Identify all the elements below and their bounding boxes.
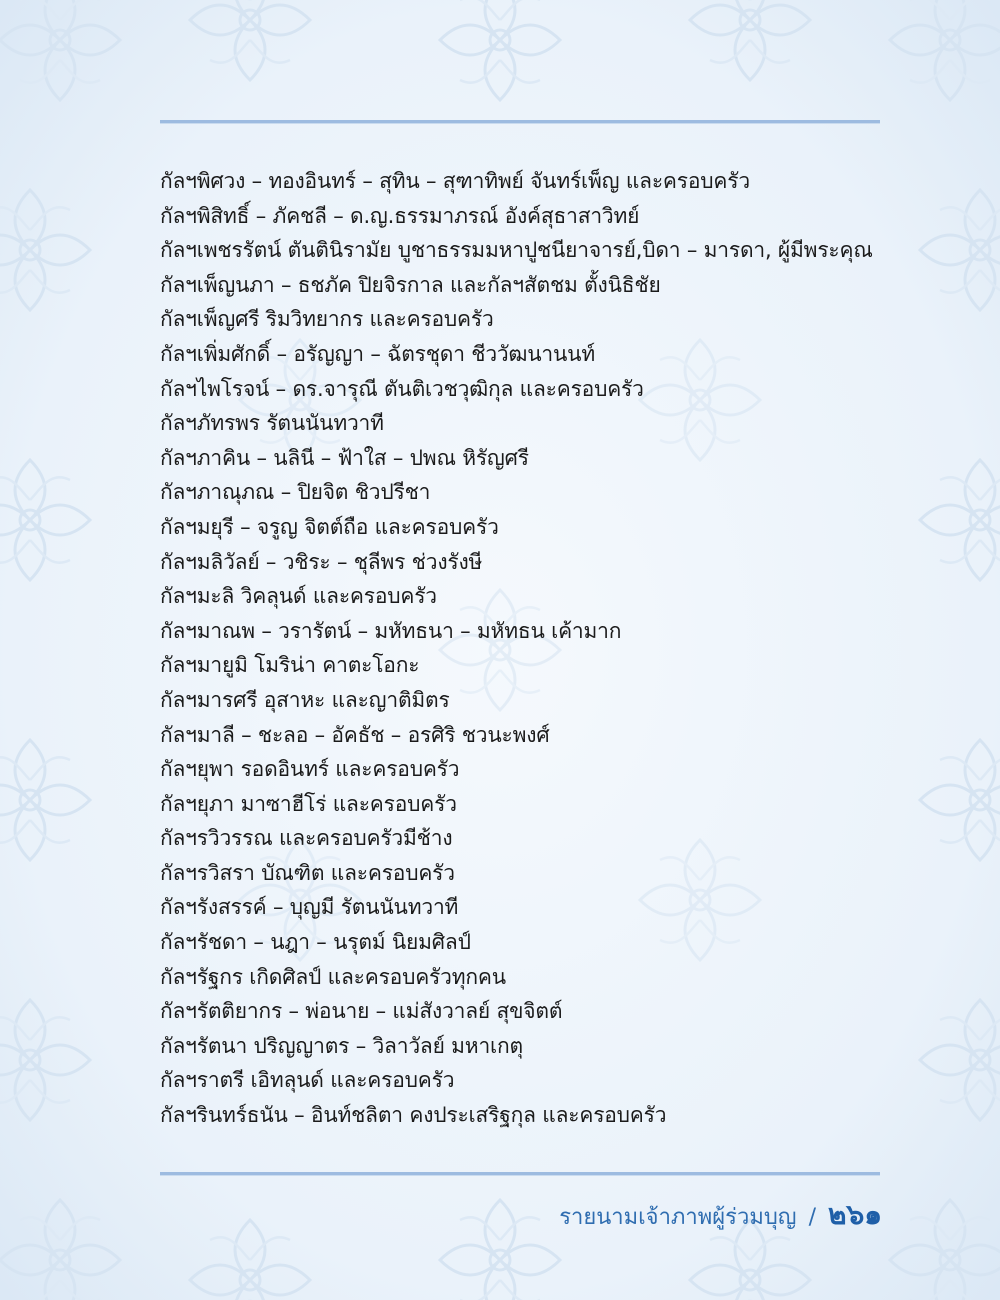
top-divider [160,120,880,124]
donor-name-line: กัลฯเพ็ญนภา – ธชภัค ปิยจิรกาล และกัลฯสัตชม ตั้งนิธิชัย [160,272,661,297]
donor-name-line: กัลฯรินทร์ธนัน – อินท์ชลิตา คงประเสริฐกุล และครอบครัว [160,1103,667,1128]
donor-name-line: กัลฯไพโรจน์ – ดร.จารุณี ตันติเวชวุฒิกุล และครอบครัว [160,376,644,401]
footer-separator: / [808,1205,816,1230]
donor-name-line: กัลฯพิศวง – ทองอินทร์ – สุทิน – สุฑาทิพย์ จันทร์เพ็ญ และครอบครัว [160,169,750,193]
donor-name-line: กัลฯภัทรพร รัตนนันทวาที [160,411,384,436]
donor-name-line: กัลฯรัตติยากร – พ่อนาย – แม่สังวาลย์ สุขจิตต์ [160,999,563,1024]
donor-name-line: กัลฯเพิ่มศักดิ์ – อรัญญา – ฉัตรชุดา ชีววัฒนานนท์ [160,341,595,366]
donor-name-line: กัลฯเพชรรัตน์ ตันตินิรามัย บูชาธรรมมหาปูชนียาจารย์,บิดา – มารดา, ผู้มีพระคุณ [160,238,873,263]
footer-title: รายนามเจ้าภาพผู้ร่วมบุญ [559,1205,797,1230]
donor-name-line: กัลฯยุภา มาซาฮีโร่ และครอบครัว [160,791,457,816]
donor-name-line: กัลฯมลิวัลย์ – วชิระ – ชุลีพร ช่วงรังษี [160,549,483,574]
donor-name-line: กัลฯราตรี เอิทลุนด์ และครอบครัว [160,1068,455,1093]
donor-name-line: กัลฯมะลิ วิคลุนด์ และครอบครัว [160,584,437,609]
donor-name-line: กัลฯภาณุภณ – ปิยจิต ชิวปรีชา [160,480,431,505]
donor-name-line: กัลฯรวิสรา บัณฑิต และครอบครัว [160,860,455,885]
donor-name-line: กัลฯยุพา รอดอินทร์ และครอบครัว [160,757,460,782]
donor-name-line: กัลฯเพ็ญศรี ริมวิทยากร และครอบครัว [160,307,494,332]
donor-name-line: กัลฯมยุรี – จรูญ จิตต์ถือ และครอบครัว [160,514,499,539]
donor-name-line: กัลฯภาคิน – นลินี – ฟ้าใส – ปพณ หิรัญศรี [160,445,529,470]
donor-name-line: กัลฯมาลี – ชะลอ – อัคธัช – อรศิริ ชวนะพงศ์ [160,722,550,747]
donor-names-list [160,164,900,1133]
donor-name-line: กัลฯรัตนา ปริญญาตร – วิลาวัลย์ มหาเกตุ [160,1033,523,1058]
page-footer [559,1193,882,1237]
donor-name-line: กัลฯมาณพ – วรารัตน์ – มหัทธนา – มหัทธน เค้ามาก [160,618,622,643]
donor-name-line: กัลฯมายูมิ โมริน่า คาตะโอกะ [160,653,420,678]
donor-name-line: กัลฯมารศรี อุสาหะ และญาติมิตร [160,687,450,712]
donor-name-line: กัลฯพิสิทธิ์ – ภัคชลี – ด.ญ.ธรรมาภรณ์ อังค์สุธาสาวิทย์ [160,203,640,228]
bottom-divider [160,1172,880,1176]
donor-name-line: กัลฯรัฐกร เกิดศิลป์ และครอบครัวทุกคน [160,964,506,989]
donor-name-line: กัลฯรังสรรค์ – บุญมี รัตนนันทวาที [160,895,459,920]
donor-name-line: กัลฯรัชดา – นฎา – นรุตม์ นิยมศิลป์ [160,930,471,955]
page-number: ๒๖๑ [827,1198,882,1231]
donor-name-line: กัลฯรวิวรรณ และครอบครัวมีช้าง [160,826,453,851]
